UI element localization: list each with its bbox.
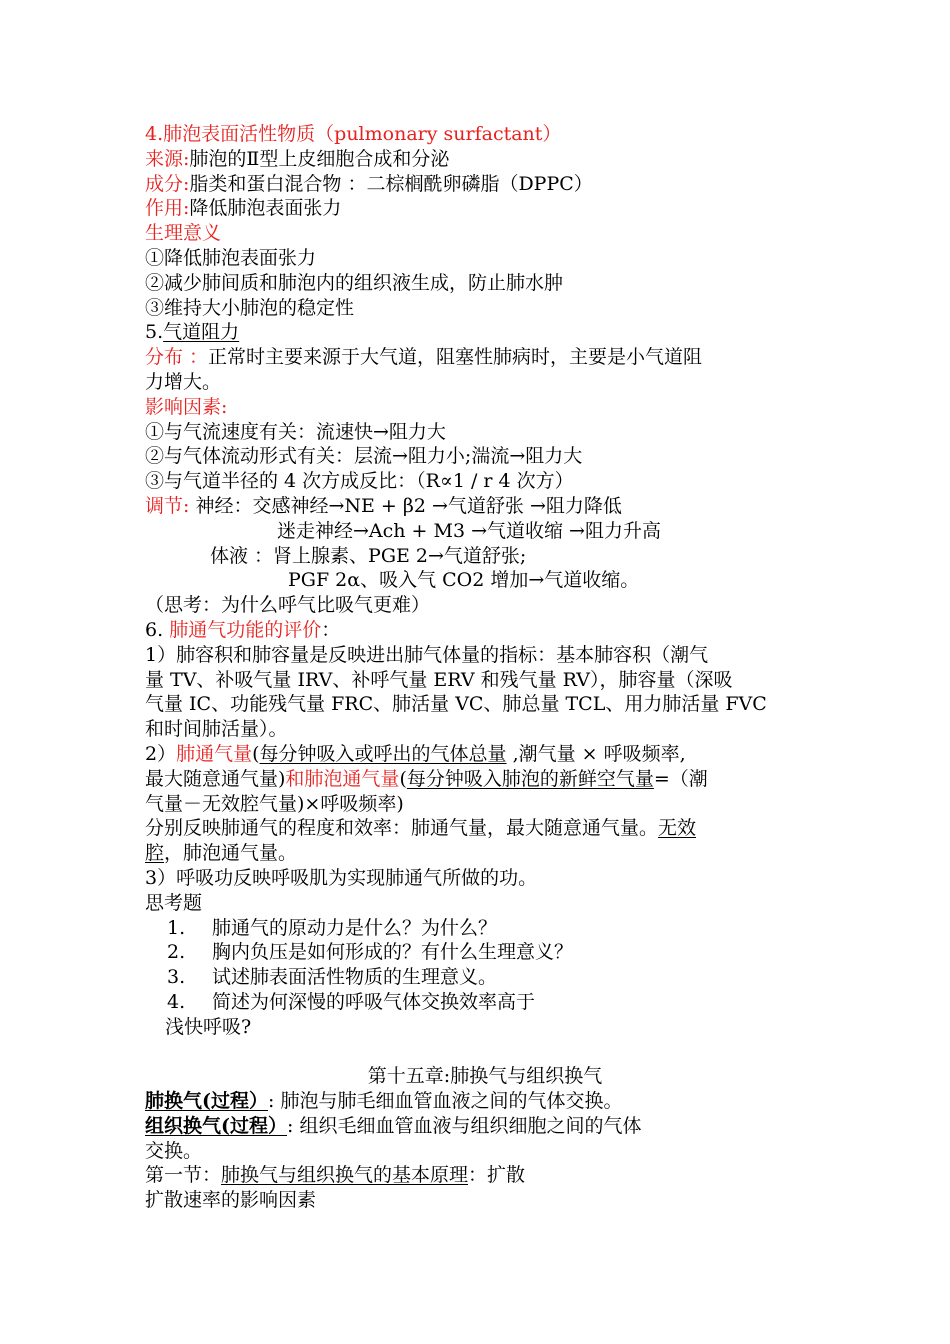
underlined-text: 腔 [145, 842, 165, 865]
underlined-definition: 每分钟吸入或呼出的气体总量 [259, 742, 507, 765]
section-number: 5. [145, 321, 164, 344]
section-4-title [145, 122, 825, 147]
question-text: 试述肺表面活性物质的生理意义。 [212, 966, 498, 989]
spacer [145, 1039, 825, 1064]
underlined-text: 无效 [658, 817, 697, 840]
regulation-line: PGF 2α、吸入气 CO2 增加→气道收缩。 [288, 569, 640, 592]
regulation-line: 体液 ：肾上腺素、PGE 2→气道舒张; [210, 544, 527, 567]
text-run: ，肺泡通气量。 [164, 842, 298, 865]
distribution-label: 分布 ： [145, 346, 209, 369]
paragraph-line [145, 767, 825, 792]
definition-cont: 交换。 [145, 1139, 203, 1162]
text-run: : [287, 1114, 294, 1137]
text-run: ：扩散 [468, 1164, 526, 1187]
effect-label: 作用: [145, 197, 190, 220]
paragraph-line: 气量－无效腔气量)×呼吸频率) [145, 792, 404, 815]
question-number: 2. [167, 941, 186, 964]
section-heading [145, 1163, 825, 1188]
section-number: 6. [145, 618, 164, 641]
question-item [145, 965, 825, 990]
phys-significance-label: 生理意义 [145, 222, 222, 245]
question-item [145, 916, 825, 941]
section-title-en: （pulmonary surfactant） [315, 123, 562, 145]
question-text: 简述为何深慢的呼吸气体交换效率高于 [212, 990, 536, 1013]
phys-item: ②减少肺间质和肺泡内的组织液生成，防止肺水肿 [145, 271, 564, 294]
composition-label: 成分: [145, 172, 190, 195]
source-text: 肺泡的Ⅱ型上皮细胞合成和分泌 [189, 147, 450, 170]
definition-text: 肺泡与肺毛细血管血液之间的气体交换。 [280, 1090, 623, 1113]
regulation-label: 调节: [145, 494, 190, 517]
effect-line [145, 196, 825, 221]
paragraph-line: 量 TV、补吸气量 IRV、补呼气量 ERV 和残气量 RV），肺容量（深吸 [145, 668, 733, 691]
text-run: 分别反映肺通气的程度和效率：肺通气量，最大随意通气量。 [145, 817, 659, 840]
paragraph-line: 气量 IC、功能残气量 FRC、肺活量 VC、肺总量 TCL、用力肺活量 FVC [145, 693, 767, 716]
source-line [145, 147, 825, 172]
paragraph-line [145, 841, 825, 866]
underlined-text: 肺换气与组织换气的基本原理 [221, 1164, 469, 1187]
paragraph-line: 和时间肺活量）。 [145, 718, 288, 741]
paragraph-line: 1）肺容积和肺容量是反映进出肺气体量的指标：基本肺容积（潮气 [145, 643, 709, 666]
paragraph-line [145, 816, 825, 841]
regulation-line [145, 494, 825, 519]
composition-line [145, 172, 825, 197]
definition-text: 组织毛细血管血液与组织细胞之间的气体 [299, 1114, 642, 1137]
question-text: 肺通气的原动力是什么？为什么？ [212, 916, 498, 939]
section-title-cn: 肺泡表面活性物质 [163, 123, 316, 145]
text-run: ( [399, 767, 407, 790]
phys-item: ①降低肺泡表面张力 [145, 246, 317, 269]
paragraph-line [145, 742, 825, 767]
paragraph-line: 3）呼吸功反映呼吸肌为实现肺通气所做的功。 [145, 866, 538, 889]
questions-label: 思考题 [145, 891, 203, 914]
question-number: 3. [167, 966, 186, 989]
source-label: 来源: [145, 147, 190, 170]
factor-item: ①与气流速度有关：流速快→阻力大 [145, 420, 446, 443]
question-item [145, 990, 825, 1015]
term-alveolar-ventilation: 和肺泡通气量 [285, 767, 400, 790]
chapter-title: 第十五章:肺换气与组织换气 [367, 1065, 603, 1088]
document-page [145, 122, 825, 1213]
factors-label: 影响因素: [145, 395, 228, 418]
question-continuation: 浅快呼吸? [165, 1015, 252, 1038]
factor-item: ②与气体流动形式有关：层流→阻力小;湍流→阻力大 [145, 445, 583, 468]
definition-line [145, 1089, 825, 1114]
question-text: 胸内负压是如何形成的？有什么生理意义？ [212, 941, 574, 964]
section-number: 4. [145, 123, 164, 145]
term-lung-exchange: 肺换气(过程） [145, 1090, 268, 1113]
subheading: 扩散速率的影响因素 [145, 1189, 317, 1212]
phys-item: ③维持大小肺泡的稳定性 [145, 296, 355, 319]
term-tissue-exchange: 组织换气(过程） [145, 1114, 287, 1137]
question-number: 1. [167, 916, 186, 939]
question-number: 4. [167, 990, 186, 1013]
distribution-text: 正常时主要来源于大气道，阻塞性肺病时，主要是小气道阻 [208, 346, 703, 369]
text-run: 2） [145, 742, 177, 765]
text-run: : [268, 1090, 275, 1113]
regulation-text: 神经：交感神经→NE + β2 →气道舒张 →阻力降低 [195, 494, 622, 517]
effect-text: 降低肺泡表面张力 [189, 197, 342, 220]
distribution-line [145, 345, 825, 370]
text-run: ( [252, 742, 260, 765]
section-title-colon: ： [321, 618, 341, 641]
text-run: 第一节： [145, 1164, 222, 1187]
definition-line [145, 1114, 825, 1139]
section-title: 肺通气功能的评价 [169, 618, 322, 641]
text-run: 最大随意通气量) [145, 767, 286, 790]
underlined-definition: 每分钟吸入肺泡的新鲜空气量 [406, 767, 654, 790]
section-title: 气道阻力 [163, 321, 240, 344]
section-6-title [145, 618, 825, 643]
factor-item: ③与气道半径的 4 次方成反比：（R∝1 / r 4 次方） [145, 470, 574, 493]
question-item [145, 940, 825, 965]
composition-text: 脂类和蛋白混合物 ：二棕榈酰卵磷脂（DPPC） [189, 172, 593, 195]
distribution-cont: 力增大。 [145, 370, 222, 393]
regulation-line: 迷走神经→Ach + M3 →气道收缩 →阻力升高 [277, 519, 661, 542]
text-run: =（潮 [653, 767, 708, 790]
think-note: （思考：为什么呼气比吸气更难） [145, 594, 431, 617]
term-ventilation: 肺通气量 [176, 742, 253, 765]
section-5-title [145, 320, 825, 345]
text-run: ,潮气量 × 呼吸频率, [506, 742, 686, 765]
